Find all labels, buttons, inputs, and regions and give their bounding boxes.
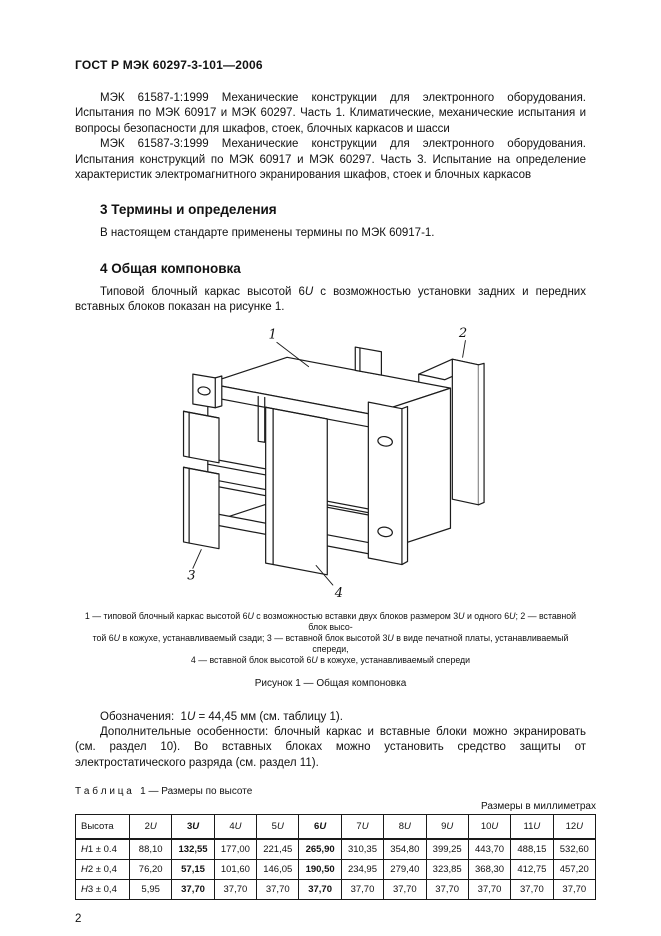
legend-line-1: 1 — типовой блочный каркас высотой 6U с возможностью вставки двух блоков размером 3U и одного 6U; 2 — вставной блок высо- — [84, 610, 577, 632]
table-cell: 76,20 — [130, 860, 172, 880]
intro-paragraph-2: МЭК 61587-3:1999 Механические конструкции для электронного оборудования. Испытания конструкций по МЭК 60917 и МЭК 60297. Часть 3. Испытание на определение характеристик электромагнитного экранирования шкафов, стоек и блочных каркасов — [75, 138, 586, 182]
table-head — [76, 815, 596, 840]
section-4-heading: 4 Общая компоновка — [100, 260, 241, 276]
table-cell: 265,90 — [299, 839, 341, 860]
table-cell: 37,70 — [214, 880, 256, 900]
table-body — [76, 839, 596, 900]
table-cell: 5,95 — [130, 880, 172, 900]
table-header-cell: 11U — [511, 815, 553, 840]
table-units-note: Размеры в миллиметрах — [481, 801, 596, 813]
page-number: 2 — [75, 913, 82, 926]
subrack-isometric-drawing — [135, 320, 527, 600]
figure-callout-2: 2 — [458, 325, 467, 341]
table-header-cell: 4U — [214, 815, 256, 840]
front-panel-edge — [265, 407, 272, 564]
left-lower-panel-edge — [183, 467, 189, 543]
table-header-cell: 8U — [384, 815, 426, 840]
table-header-cell: 10U — [468, 815, 510, 840]
table-header-cell: 6U — [299, 815, 341, 840]
table-cell: 190,50 — [299, 860, 341, 880]
table-cell: 221,45 — [257, 839, 299, 860]
table-header-cell: 2U — [130, 815, 172, 840]
left-upper-panel — [189, 412, 219, 462]
table-cell: 146,05 — [257, 860, 299, 880]
section-3-heading: 3 Термины и определения — [100, 202, 277, 218]
legend-line-2: той 6U в кожухе, устанавливаемый сзади; 3 — вставной блок высотой 3U в виде печатной платы, устанавливаемый спереди, — [92, 633, 569, 655]
table-cell: 37,70 — [426, 880, 468, 900]
designations-note: Обозначения: 1U = 44,45 мм (см. таблицу 1). — [100, 710, 343, 723]
table-cell: 310,35 — [341, 839, 383, 860]
table-cell: 37,70 — [299, 880, 341, 900]
features-note: Дополнительные особенности: блочный каркас и вставные блоки можно экранировать (см. раздел 10). Во вставных блоках можно установить средство защиты от электростатического разряда (см. раздел 11). — [75, 726, 586, 769]
legend-line-3: 4 — вставной блок высотой 6U в кожухе, устанавливаемый спереди — [190, 655, 471, 666]
table-cell: 488,15 — [511, 839, 553, 860]
left-upper-panel-edge — [183, 411, 189, 457]
document-code-header: ГОСТ Р МЭК 60297-3-101—2006 — [75, 58, 263, 72]
table-row-label: H3 ± 0,4 — [76, 880, 130, 900]
table-row-label: H2 ± 0,4 — [76, 860, 130, 880]
table-cell: 177,00 — [214, 839, 256, 860]
figure-callout-3: 3 — [186, 568, 196, 584]
table-cell: 57,15 — [172, 860, 214, 880]
table-header-cell: 3U — [172, 815, 214, 840]
table-cell: 37,70 — [341, 880, 383, 900]
table-row — [76, 839, 596, 860]
table-cell: 443,70 — [468, 839, 510, 860]
table-label: Т а б л и ц а 1 — Размеры по высоте — [75, 786, 253, 798]
height-dimensions-table — [75, 814, 596, 900]
table-cell: 323,85 — [426, 860, 468, 880]
top-tab — [355, 347, 381, 375]
figure-1 — [75, 320, 586, 605]
table-cell: 354,80 — [384, 839, 426, 860]
rear-unit-flange-edge — [478, 363, 484, 504]
table-cell: 37,70 — [468, 880, 510, 900]
table-cell: 37,70 — [257, 880, 299, 900]
figure-legend — [75, 611, 586, 667]
table-cell: 101,60 — [214, 860, 256, 880]
table-cell: 37,70 — [172, 880, 214, 900]
table-cell: 412,75 — [511, 860, 553, 880]
table-cell: 37,70 — [384, 880, 426, 900]
figure-callout-4: 4 — [334, 585, 343, 600]
table-cell: 279,40 — [384, 860, 426, 880]
table-cell: 457,20 — [553, 860, 595, 880]
table-cell: 37,70 — [553, 880, 595, 900]
section-4-paragraph: Типовой блочный каркас высотой 6U с возможностью установки задних и передних вставных блоков показан на рисунке 1. — [75, 285, 586, 314]
rear-unit-flange — [452, 359, 478, 505]
table-cell: 532,60 — [553, 839, 595, 860]
table-header-row — [76, 815, 596, 840]
table-cell: 132,55 — [172, 839, 214, 860]
table-cell: 37,70 — [511, 880, 553, 900]
front-panel — [273, 408, 327, 574]
table-header-cell: 12U — [553, 815, 595, 840]
table-header-cell: 5U — [257, 815, 299, 840]
figure-caption: Рисунок 1 — Общая компоновка — [254, 677, 407, 689]
table-cell: 399,25 — [426, 839, 468, 860]
table-cell: 368,30 — [468, 860, 510, 880]
table-header-cell: Высота — [76, 815, 130, 840]
leader-line-3 — [192, 549, 200, 568]
intro-paragraph-1: МЭК 61587-1:1999 Механические конструкции для электронного оборудования. Испытания по МЭК 60917 и МЭК 60297. Часть 1. Климатические, механические испытания и вопросы безопасности для шкафов, стоек, блочных каркасов и шасси — [75, 92, 586, 135]
leader-line-2 — [462, 340, 465, 357]
table-row — [76, 880, 596, 900]
table-header-cell: 7U — [341, 815, 383, 840]
table-row-label: H1 ± 0.4 — [76, 839, 130, 860]
figure-callout-1: 1 — [267, 327, 277, 343]
table-cell: 88,10 — [130, 839, 172, 860]
table-cell: 234,95 — [341, 860, 383, 880]
section-3-paragraph: В настоящем стандарте применены термины по МЭК 60917-1. — [100, 227, 435, 240]
left-lower-panel — [189, 468, 219, 548]
table-row — [76, 860, 596, 880]
table-header-cell: 9U — [426, 815, 468, 840]
